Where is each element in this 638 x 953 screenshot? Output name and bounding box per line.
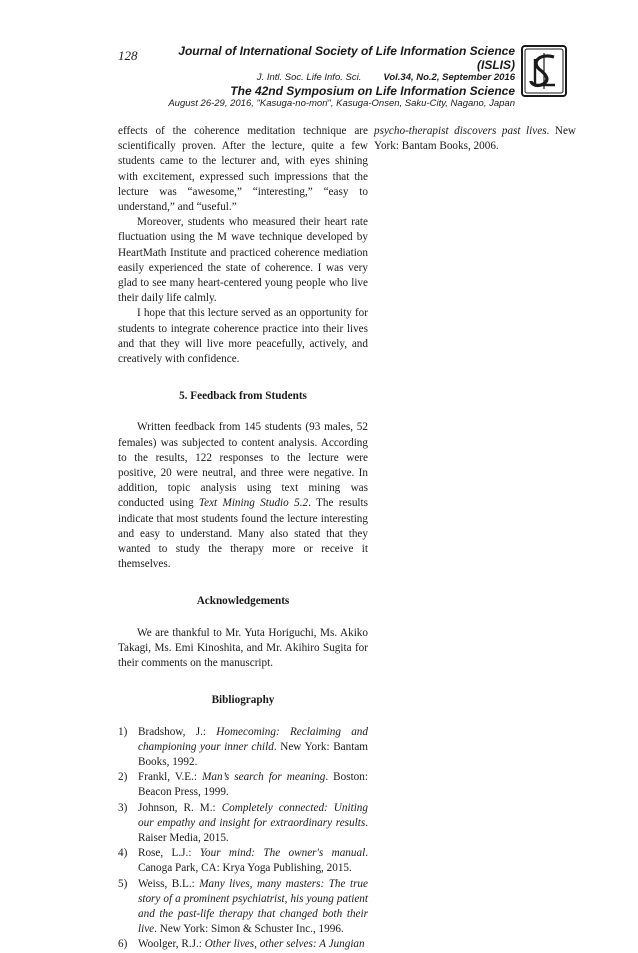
list-item: 4) Rose, L.J.: Your mind: The owner's manual. Canoga Park, CA: Krya Yoga Publishing, 2015. [118, 847, 368, 875]
symposium-title: The 42nd Symposium on Life Information Science [230, 84, 515, 98]
paragraph: I hope that this lecture served as an opportunity for students to integrate coherence practice into their lives and that they will live more peacefully, actively, and creatively with confidence. [118, 307, 368, 366]
volume-issue: Vol.34, No.2, September 2016 [383, 72, 515, 83]
symposium-dates: August 26-29, 2016, "Kasuga-no-mori", Kasuga-Onsen, Saku-City, Nagano, Japan [168, 98, 515, 109]
list-item: 1) Bradshow, J.: Homecoming: Reclaiming and championing your inner child. New York: Bantam Books, 1992. [118, 725, 368, 768]
list-item: 2) Frankl, V.E.: Man’s search for meaning. Boston: Beacon Press, 1999. [118, 771, 368, 799]
islis-logo-icon [521, 45, 567, 97]
section-heading: 5. Feedback from Students [179, 390, 307, 403]
paragraph: Moreover, students who measured their heart rate fluctuation using the M wave technique developed by HeartMath Institute and practiced coherence mediation easily experienced the state of coherence. I was very glad to see many heart-centered young people who live their daily life calmly. [118, 216, 368, 305]
bibliography-list [118, 725, 368, 953]
left-column [118, 124, 368, 953]
list-item: 3) Johnson, R. M.: Completely connected: Uniting our empathy and insight for extraordinary results. Raiser Media, 2015. [118, 801, 368, 844]
paragraph: effects of the coherence meditation technique are scientifically proven. After the lecture, quite a few students came to the lecturer and, with eyes shining with excitement, expressed such impressions that the lecture was “awesome,” “interesting,” “easy to understand,” and “useful.” [118, 125, 368, 214]
citation-abbrev: J. Intl. Soc. Life Info. Sci. [256, 72, 362, 83]
running-header [160, 44, 515, 110]
paragraph: We are thankful to Mr. Yuta Horiguchi, Ms. Akiko Takagi, Ms. Emi Kinoshita, and Mr. Akihiro Sugita for their comments on the manuscript. [118, 626, 368, 670]
right-column [374, 124, 576, 154]
section-heading: Acknowledgements [196, 595, 290, 608]
bibliography-continuation: psycho-therapist discovers past lives. New York: Bantam Books, 2006. [374, 125, 576, 153]
journal-citation [160, 72, 515, 84]
section-heading: Bibliography [211, 694, 275, 707]
paragraph: Written feedback from 145 students (93 males, 52 females) was subjected to content analysis. According to the results, 122 responses to the lecture were positive, 20 were neutral, and three were negative. In addition, topic analysis using text mining was conducted using Text Mining Studio 5.2. The results indicate that most students found the lecture interesting and easy to understand. Many also stated that they wanted to study the therapy more or receive it themselves. [118, 421, 368, 571]
list-item: 6) Woolger, R.J.: Other lives, other selves: A Jungian [118, 938, 365, 951]
page-number: 128 [118, 48, 138, 63]
journal-title: Journal of International Society of Life Information Science (ISLIS) [178, 44, 515, 72]
list-item: 5) Weiss, B.L.: Many lives, many masters: The true story of a prominent psychiatrist, his young patient and the past-life therapy that changed both their live. New York: Simon & Schuster Inc., 1996. [118, 877, 368, 936]
